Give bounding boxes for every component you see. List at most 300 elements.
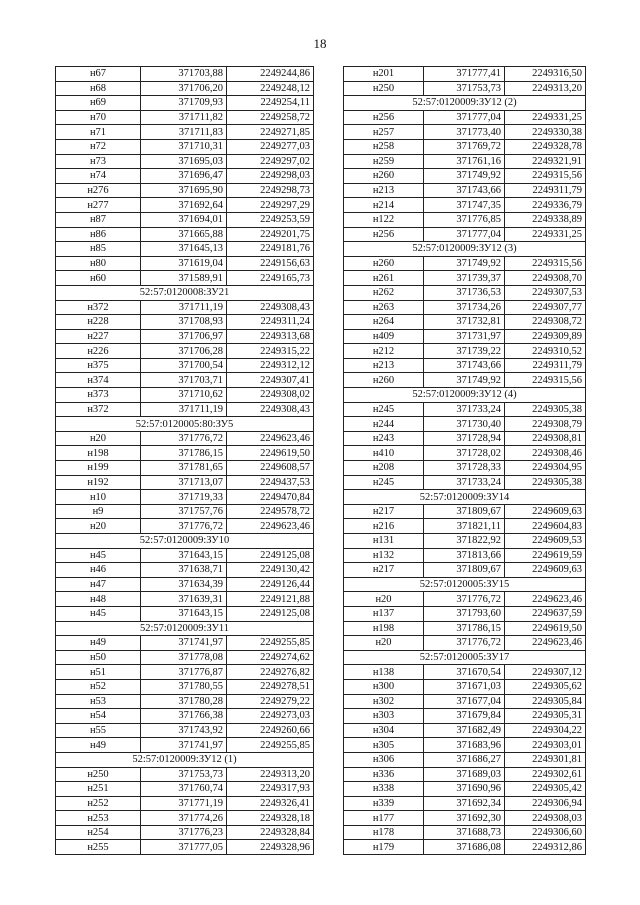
coord-x-cell: 371694,01 bbox=[141, 212, 227, 227]
table-row bbox=[344, 402, 586, 417]
point-id-cell: н228 bbox=[56, 315, 141, 330]
point-id-cell: н20 bbox=[344, 592, 424, 607]
coord-y-cell: 2249619,59 bbox=[505, 548, 586, 563]
coord-x-cell: 371719,33 bbox=[141, 490, 227, 505]
point-id-cell: н208 bbox=[344, 461, 424, 476]
coord-x-cell: 371774,26 bbox=[141, 811, 227, 826]
point-id-cell: н375 bbox=[56, 358, 141, 373]
coord-x-cell: 371711,83 bbox=[141, 125, 227, 140]
point-id-cell: н303 bbox=[344, 709, 424, 724]
coord-y-cell: 2249298,73 bbox=[227, 183, 314, 198]
coord-y-cell: 2249315,56 bbox=[505, 256, 586, 271]
point-id-cell: н137 bbox=[344, 606, 424, 621]
table-row bbox=[344, 373, 586, 388]
coord-x-cell: 371761,16 bbox=[424, 154, 505, 169]
table-row bbox=[56, 169, 314, 184]
coord-y-cell: 2249317,93 bbox=[227, 782, 314, 797]
coord-x-cell: 371757,76 bbox=[141, 504, 227, 519]
coord-y-cell: 2249277,03 bbox=[227, 139, 314, 154]
coord-x-cell: 371670,54 bbox=[424, 665, 505, 680]
coord-x-cell: 371706,97 bbox=[141, 329, 227, 344]
point-id-cell: н68 bbox=[56, 81, 141, 96]
point-id-cell: н45 bbox=[56, 606, 141, 621]
table-row bbox=[56, 461, 314, 476]
table-row bbox=[56, 271, 314, 286]
point-id-cell: н48 bbox=[56, 592, 141, 607]
table-row bbox=[56, 227, 314, 242]
point-id-cell: н264 bbox=[344, 315, 424, 330]
table-row bbox=[56, 154, 314, 169]
coord-x-cell: 371753,73 bbox=[424, 81, 505, 96]
section-cadastral-number: 52:57:0120009:ЗУ10 bbox=[56, 534, 314, 549]
coord-y-cell: 2249609,53 bbox=[505, 534, 586, 549]
coord-y-cell: 2249297,29 bbox=[227, 198, 314, 213]
coord-x-cell: 371710,62 bbox=[141, 388, 227, 403]
point-id-cell: н258 bbox=[344, 139, 424, 154]
table-row bbox=[56, 504, 314, 519]
table-row bbox=[344, 329, 586, 344]
coord-y-cell: 2249126,44 bbox=[227, 577, 314, 592]
coord-y-cell: 2249313,20 bbox=[227, 767, 314, 782]
page-number: 18 bbox=[313, 36, 327, 51]
table-row bbox=[344, 738, 586, 753]
point-id-cell: н51 bbox=[56, 665, 141, 680]
point-id-cell: н217 bbox=[344, 504, 424, 519]
table-row bbox=[56, 139, 314, 154]
coord-y-cell: 2249276,82 bbox=[227, 665, 314, 680]
table-row bbox=[344, 752, 586, 767]
table-row bbox=[56, 300, 314, 315]
table-row bbox=[344, 183, 586, 198]
coord-y-cell: 2249328,18 bbox=[227, 811, 314, 826]
point-id-cell: н80 bbox=[56, 256, 141, 271]
point-id-cell: н70 bbox=[56, 110, 141, 125]
table-row bbox=[344, 110, 586, 125]
coord-x-cell: 371743,66 bbox=[424, 358, 505, 373]
point-id-cell: н338 bbox=[344, 782, 424, 797]
point-id-cell: н212 bbox=[344, 344, 424, 359]
table-row bbox=[344, 461, 586, 476]
point-id-cell: н260 bbox=[344, 256, 424, 271]
coord-y-cell: 2249311,79 bbox=[505, 183, 586, 198]
coord-x-cell: 371695,03 bbox=[141, 154, 227, 169]
point-id-cell: н250 bbox=[56, 767, 141, 782]
coord-x-cell: 371760,74 bbox=[141, 782, 227, 797]
point-id-cell: н260 bbox=[344, 169, 424, 184]
coord-x-cell: 371739,37 bbox=[424, 271, 505, 286]
coord-x-cell: 371786,15 bbox=[424, 621, 505, 636]
point-id-cell: н339 bbox=[344, 796, 424, 811]
table-row bbox=[56, 738, 314, 753]
point-id-cell: н336 bbox=[344, 767, 424, 782]
coord-x-cell: 371736,53 bbox=[424, 285, 505, 300]
coord-x-cell: 371747,35 bbox=[424, 198, 505, 213]
coord-x-cell: 371728,94 bbox=[424, 431, 505, 446]
point-id-cell: н47 bbox=[56, 577, 141, 592]
table-row bbox=[344, 665, 586, 680]
coord-x-cell: 371776,72 bbox=[141, 431, 227, 446]
table-row bbox=[56, 548, 314, 563]
point-id-cell: н250 bbox=[344, 81, 424, 96]
section-header-row bbox=[56, 417, 314, 432]
table-row bbox=[56, 840, 314, 855]
coord-x-cell: 371769,72 bbox=[424, 139, 505, 154]
section-cadastral-number: 52:57:0120009:ЗУ14 bbox=[344, 490, 586, 505]
point-id-cell: н305 bbox=[344, 738, 424, 753]
coord-x-cell: 371776,85 bbox=[424, 212, 505, 227]
coord-x-cell: 371639,31 bbox=[141, 592, 227, 607]
coord-x-cell: 371743,92 bbox=[141, 723, 227, 738]
coord-x-cell: 371692,30 bbox=[424, 811, 505, 826]
table-row bbox=[344, 606, 586, 621]
table-row bbox=[344, 723, 586, 738]
table-row bbox=[56, 446, 314, 461]
table-row bbox=[56, 81, 314, 96]
point-id-cell: н214 bbox=[344, 198, 424, 213]
section-header-row bbox=[344, 577, 586, 592]
table-row bbox=[344, 446, 586, 461]
section-cadastral-number: 52:57:0120009:ЗУ12 (3) bbox=[344, 242, 586, 257]
coord-y-cell: 2249330,38 bbox=[505, 125, 586, 140]
point-id-cell: н60 bbox=[56, 271, 141, 286]
table-row bbox=[344, 212, 586, 227]
coord-y-cell: 2249130,42 bbox=[227, 563, 314, 578]
coord-y-cell: 2249304,22 bbox=[505, 723, 586, 738]
coord-x-cell: 371749,92 bbox=[424, 373, 505, 388]
coord-x-cell: 371619,04 bbox=[141, 256, 227, 271]
point-id-cell: н198 bbox=[344, 621, 424, 636]
coord-y-cell: 2249201,75 bbox=[227, 227, 314, 242]
coord-y-cell: 2249315,22 bbox=[227, 344, 314, 359]
table-row bbox=[344, 811, 586, 826]
section-cadastral-number: 52:57:0120005:ЗУ17 bbox=[344, 650, 586, 665]
section-header-row bbox=[344, 650, 586, 665]
coord-y-cell: 2249308,72 bbox=[505, 315, 586, 330]
coord-y-cell: 2249308,79 bbox=[505, 417, 586, 432]
point-id-cell: н374 bbox=[56, 373, 141, 388]
coord-x-cell: 371741,97 bbox=[141, 738, 227, 753]
section-cadastral-number: 52:57:0120009:ЗУ12 (2) bbox=[344, 96, 586, 111]
coord-x-cell: 371776,72 bbox=[424, 636, 505, 651]
coord-x-cell: 371821,11 bbox=[424, 519, 505, 534]
coord-y-cell: 2249338,89 bbox=[505, 212, 586, 227]
table-row bbox=[344, 358, 586, 373]
table-row bbox=[344, 271, 586, 286]
section-header-row bbox=[56, 621, 314, 636]
coord-y-cell: 2249608,57 bbox=[227, 461, 314, 476]
point-id-cell: н245 bbox=[344, 402, 424, 417]
table-row bbox=[56, 110, 314, 125]
table-row bbox=[344, 767, 586, 782]
coord-x-cell: 371665,88 bbox=[141, 227, 227, 242]
table-row bbox=[56, 242, 314, 257]
coord-x-cell: 371728,33 bbox=[424, 461, 505, 476]
coord-x-cell: 371728,02 bbox=[424, 446, 505, 461]
section-cadastral-number: 52:57:0120009:ЗУ12 (1) bbox=[56, 752, 314, 767]
coord-x-cell: 371710,31 bbox=[141, 139, 227, 154]
coord-y-cell: 2249331,25 bbox=[505, 110, 586, 125]
coord-x-cell: 371638,71 bbox=[141, 563, 227, 578]
table-row bbox=[344, 154, 586, 169]
coord-y-cell: 2249315,56 bbox=[505, 169, 586, 184]
coord-x-cell: 371749,92 bbox=[424, 169, 505, 184]
table-row bbox=[344, 256, 586, 271]
section-cadastral-number: 52:57:0120009:ЗУ12 (4) bbox=[344, 388, 586, 403]
section-header-row bbox=[344, 490, 586, 505]
coord-y-cell: 2249313,20 bbox=[505, 81, 586, 96]
coord-x-cell: 371731,97 bbox=[424, 329, 505, 344]
point-id-cell: н53 bbox=[56, 694, 141, 709]
coord-y-cell: 2249307,12 bbox=[505, 665, 586, 680]
table-row bbox=[344, 504, 586, 519]
table-row bbox=[56, 402, 314, 417]
point-id-cell: н213 bbox=[344, 183, 424, 198]
table-row bbox=[344, 825, 586, 840]
point-id-cell: н72 bbox=[56, 139, 141, 154]
point-id-cell: н306 bbox=[344, 752, 424, 767]
table-row bbox=[56, 198, 314, 213]
point-id-cell: н132 bbox=[344, 548, 424, 563]
coord-x-cell: 371776,87 bbox=[141, 665, 227, 680]
table-row bbox=[56, 373, 314, 388]
coord-y-cell: 2249244,86 bbox=[227, 67, 314, 82]
coord-y-cell: 2249156,63 bbox=[227, 256, 314, 271]
coord-x-cell: 371643,15 bbox=[141, 548, 227, 563]
coord-x-cell: 371766,38 bbox=[141, 709, 227, 724]
coord-x-cell: 371739,22 bbox=[424, 344, 505, 359]
table-row bbox=[344, 592, 586, 607]
section-cadastral-number: 52:57:0120008:ЗУ21 bbox=[56, 285, 314, 300]
point-id-cell: н131 bbox=[344, 534, 424, 549]
point-id-cell: н177 bbox=[344, 811, 424, 826]
coord-x-cell: 371713,07 bbox=[141, 475, 227, 490]
coord-y-cell: 2249311,79 bbox=[505, 358, 586, 373]
table-row bbox=[56, 723, 314, 738]
coord-y-cell: 2249623,46 bbox=[505, 636, 586, 651]
coord-x-cell: 371777,41 bbox=[424, 67, 505, 82]
table-row bbox=[56, 315, 314, 330]
coord-y-cell: 2249248,12 bbox=[227, 81, 314, 96]
point-id-cell: н373 bbox=[56, 388, 141, 403]
table-row bbox=[56, 694, 314, 709]
coord-y-cell: 2249312,12 bbox=[227, 358, 314, 373]
coord-y-cell: 2249308,03 bbox=[505, 811, 586, 826]
coord-x-cell: 371686,08 bbox=[424, 840, 505, 855]
table-row bbox=[56, 767, 314, 782]
point-id-cell: н73 bbox=[56, 154, 141, 169]
table-row bbox=[344, 694, 586, 709]
point-id-cell: н251 bbox=[56, 782, 141, 797]
coord-y-cell: 2249623,46 bbox=[227, 431, 314, 446]
point-id-cell: н192 bbox=[56, 475, 141, 490]
table-row bbox=[344, 125, 586, 140]
coord-y-cell: 2249306,94 bbox=[505, 796, 586, 811]
table-row bbox=[56, 344, 314, 359]
coord-x-cell: 371781,65 bbox=[141, 461, 227, 476]
table-row bbox=[56, 709, 314, 724]
point-id-cell: н256 bbox=[344, 110, 424, 125]
coord-y-cell: 2249279,22 bbox=[227, 694, 314, 709]
table-row bbox=[344, 431, 586, 446]
coord-x-cell: 371777,05 bbox=[141, 840, 227, 855]
coord-x-cell: 371696,47 bbox=[141, 169, 227, 184]
coord-x-cell: 371777,04 bbox=[424, 227, 505, 242]
coord-y-cell: 2249604,83 bbox=[505, 519, 586, 534]
coord-y-cell: 2249619,50 bbox=[227, 446, 314, 461]
coord-y-cell: 2249125,08 bbox=[227, 606, 314, 621]
point-id-cell: н49 bbox=[56, 738, 141, 753]
table-row bbox=[56, 358, 314, 373]
section-header-row bbox=[344, 242, 586, 257]
point-id-cell: н372 bbox=[56, 300, 141, 315]
point-id-cell: н259 bbox=[344, 154, 424, 169]
table-row bbox=[56, 811, 314, 826]
coord-y-cell: 2249273,03 bbox=[227, 709, 314, 724]
point-id-cell: н304 bbox=[344, 723, 424, 738]
table-row bbox=[56, 679, 314, 694]
point-id-cell: н245 bbox=[344, 475, 424, 490]
table-row bbox=[56, 490, 314, 505]
table-row bbox=[344, 285, 586, 300]
coord-y-cell: 2249255,85 bbox=[227, 738, 314, 753]
coord-x-cell: 371645,13 bbox=[141, 242, 227, 257]
table-row bbox=[344, 796, 586, 811]
coord-x-cell: 371793,60 bbox=[424, 606, 505, 621]
point-id-cell: н199 bbox=[56, 461, 141, 476]
coord-y-cell: 2249437,53 bbox=[227, 475, 314, 490]
coord-y-cell: 2249305,38 bbox=[505, 402, 586, 417]
table-row bbox=[344, 679, 586, 694]
point-id-cell: н198 bbox=[56, 446, 141, 461]
point-id-cell: н244 bbox=[344, 417, 424, 432]
point-id-cell: н179 bbox=[344, 840, 424, 855]
coord-y-cell: 2249326,41 bbox=[227, 796, 314, 811]
coord-y-cell: 2249302,61 bbox=[505, 767, 586, 782]
table-row bbox=[344, 198, 586, 213]
table-row bbox=[344, 315, 586, 330]
coord-x-cell: 371777,04 bbox=[424, 110, 505, 125]
coord-x-cell: 371690,96 bbox=[424, 782, 505, 797]
point-id-cell: н300 bbox=[344, 679, 424, 694]
coord-x-cell: 371683,96 bbox=[424, 738, 505, 753]
coord-x-cell: 371753,73 bbox=[141, 767, 227, 782]
point-id-cell: н49 bbox=[56, 636, 141, 651]
coord-y-cell: 2249306,60 bbox=[505, 825, 586, 840]
table-row bbox=[56, 96, 314, 111]
table-row bbox=[56, 592, 314, 607]
table-row bbox=[56, 125, 314, 140]
coord-x-cell: 371780,55 bbox=[141, 679, 227, 694]
section-header-row bbox=[344, 96, 586, 111]
point-id-cell: н227 bbox=[56, 329, 141, 344]
point-id-cell: н67 bbox=[56, 67, 141, 82]
table-row bbox=[344, 227, 586, 242]
table-row bbox=[344, 344, 586, 359]
point-id-cell: н216 bbox=[344, 519, 424, 534]
coord-y-cell: 2249274,62 bbox=[227, 650, 314, 665]
coord-y-cell: 2249305,62 bbox=[505, 679, 586, 694]
coord-y-cell: 2249308,81 bbox=[505, 431, 586, 446]
point-id-cell: н256 bbox=[344, 227, 424, 242]
coord-x-cell: 371780,28 bbox=[141, 694, 227, 709]
coordinates-table-right bbox=[343, 66, 586, 855]
section-header-row bbox=[56, 534, 314, 549]
coord-y-cell: 2249125,08 bbox=[227, 548, 314, 563]
coord-x-cell: 371682,49 bbox=[424, 723, 505, 738]
point-id-cell: н122 bbox=[344, 212, 424, 227]
table-row bbox=[56, 388, 314, 403]
coord-y-cell: 2249253,59 bbox=[227, 212, 314, 227]
point-id-cell: н243 bbox=[344, 431, 424, 446]
table-row bbox=[344, 519, 586, 534]
table-row bbox=[56, 665, 314, 680]
coord-y-cell: 2249308,43 bbox=[227, 300, 314, 315]
coord-x-cell: 371733,24 bbox=[424, 402, 505, 417]
coord-y-cell: 2249298,03 bbox=[227, 169, 314, 184]
coord-y-cell: 2249328,96 bbox=[227, 840, 314, 855]
point-id-cell: н178 bbox=[344, 825, 424, 840]
coord-y-cell: 2249623,46 bbox=[227, 519, 314, 534]
coord-x-cell: 371686,27 bbox=[424, 752, 505, 767]
coord-x-cell: 371741,97 bbox=[141, 636, 227, 651]
coord-x-cell: 371692,64 bbox=[141, 198, 227, 213]
coord-y-cell: 2249328,84 bbox=[227, 825, 314, 840]
coord-x-cell: 371786,15 bbox=[141, 446, 227, 461]
point-id-cell: н50 bbox=[56, 650, 141, 665]
table-row bbox=[56, 431, 314, 446]
coord-y-cell: 2249258,72 bbox=[227, 110, 314, 125]
coordinates-table-left bbox=[55, 66, 314, 855]
table-row bbox=[344, 81, 586, 96]
coord-x-cell: 371749,92 bbox=[424, 256, 505, 271]
table-row bbox=[56, 256, 314, 271]
coord-y-cell: 2249470,84 bbox=[227, 490, 314, 505]
table-row bbox=[56, 563, 314, 578]
coord-x-cell: 371706,20 bbox=[141, 81, 227, 96]
coord-x-cell: 371708,93 bbox=[141, 315, 227, 330]
coord-x-cell: 371703,71 bbox=[141, 373, 227, 388]
point-id-cell: н71 bbox=[56, 125, 141, 140]
coord-x-cell: 371688,73 bbox=[424, 825, 505, 840]
coord-y-cell: 2249308,43 bbox=[227, 402, 314, 417]
point-id-cell: н86 bbox=[56, 227, 141, 242]
coord-y-cell: 2249609,63 bbox=[505, 563, 586, 578]
coord-y-cell: 2249121,88 bbox=[227, 592, 314, 607]
table-row bbox=[344, 782, 586, 797]
point-id-cell: н20 bbox=[56, 519, 141, 534]
point-id-cell: н276 bbox=[56, 183, 141, 198]
point-id-cell: н20 bbox=[56, 431, 141, 446]
section-header-row bbox=[56, 752, 314, 767]
coord-y-cell: 2249308,02 bbox=[227, 388, 314, 403]
coord-y-cell: 2249609,63 bbox=[505, 504, 586, 519]
point-id-cell: н226 bbox=[56, 344, 141, 359]
point-id-cell: н20 bbox=[344, 636, 424, 651]
table-row bbox=[344, 417, 586, 432]
point-id-cell: н254 bbox=[56, 825, 141, 840]
coord-x-cell: 371822,92 bbox=[424, 534, 505, 549]
coord-y-cell: 2249308,46 bbox=[505, 446, 586, 461]
point-id-cell: н54 bbox=[56, 709, 141, 724]
coord-y-cell: 2249619,50 bbox=[505, 621, 586, 636]
table-row bbox=[344, 709, 586, 724]
point-id-cell: н253 bbox=[56, 811, 141, 826]
section-header-row bbox=[344, 388, 586, 403]
section-cadastral-number: 52:57:0120009:ЗУ11 bbox=[56, 621, 314, 636]
coord-y-cell: 2249307,77 bbox=[505, 300, 586, 315]
point-id-cell: н372 bbox=[56, 402, 141, 417]
table-row bbox=[344, 621, 586, 636]
